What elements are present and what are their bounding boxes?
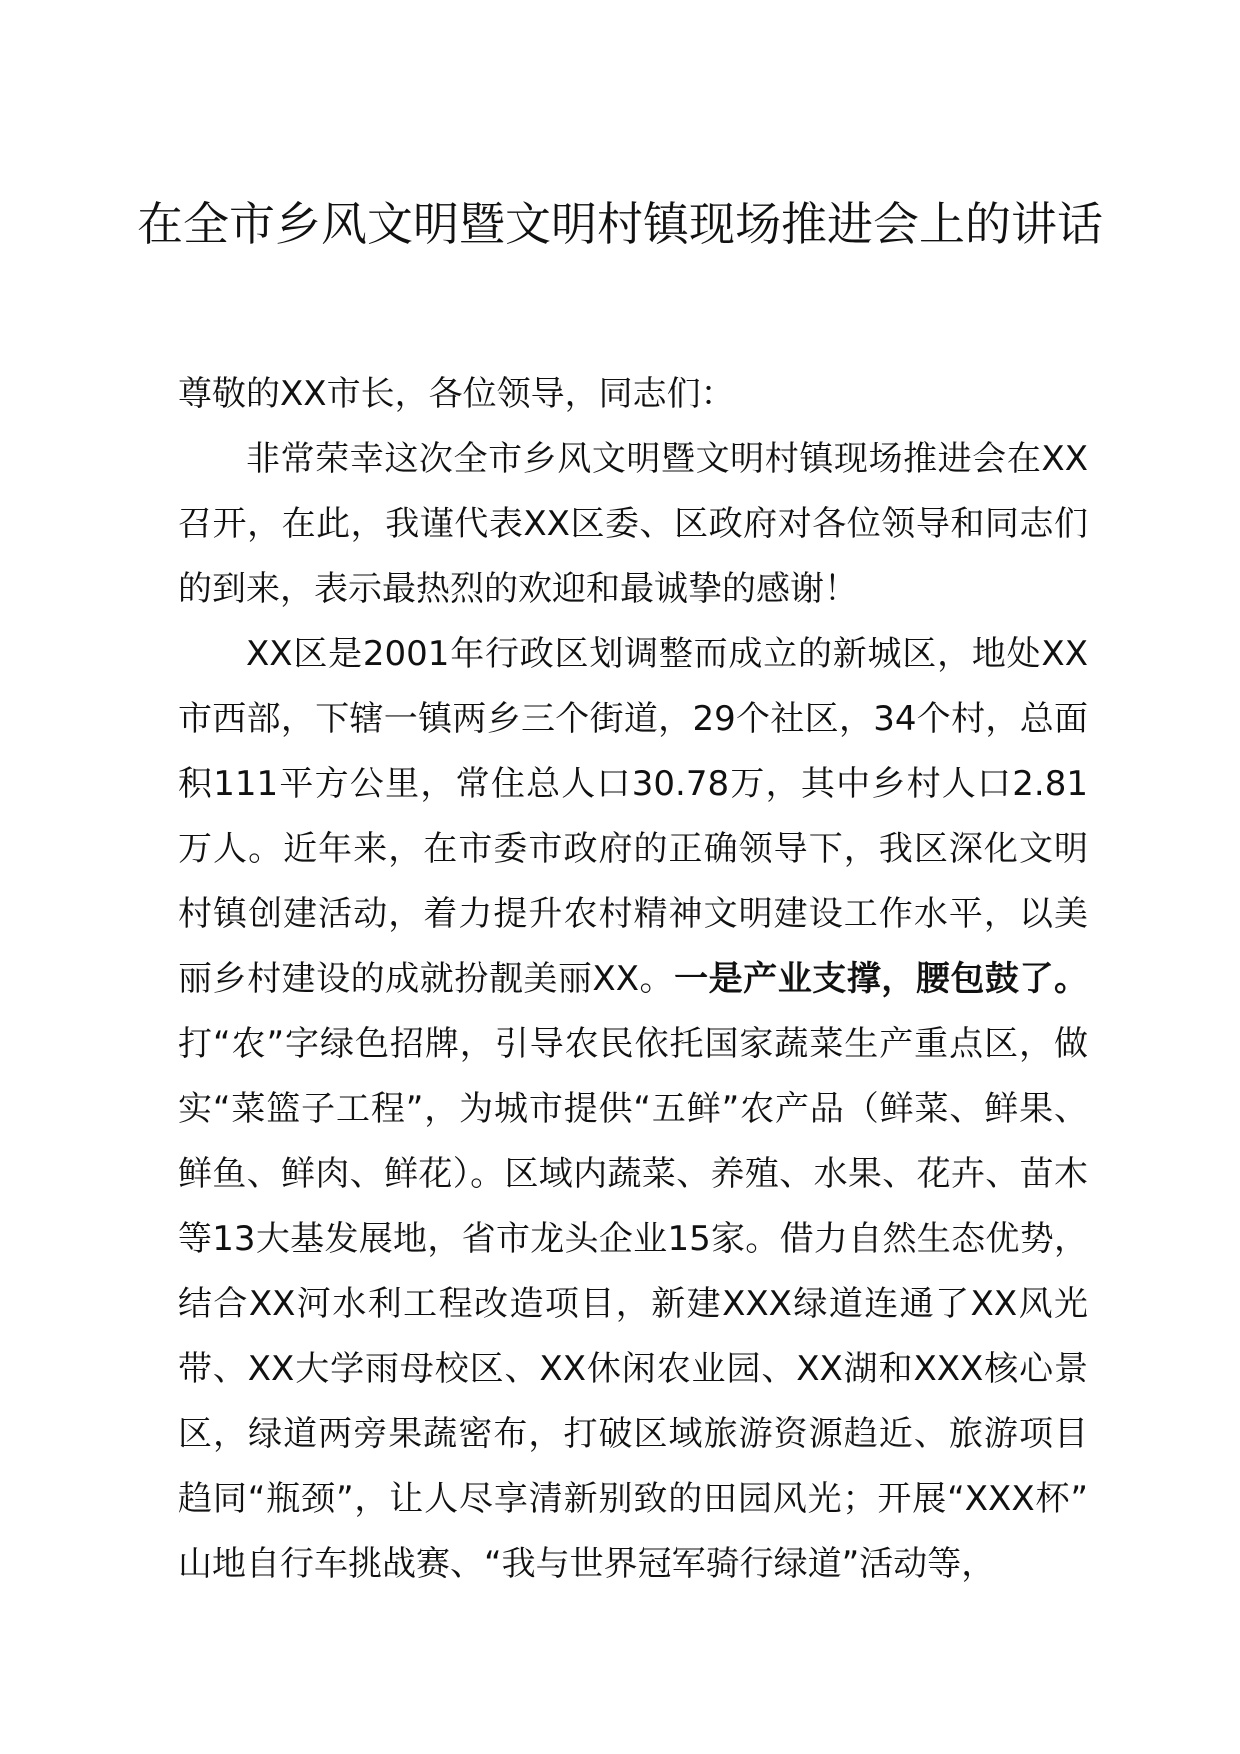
document-body xyxy=(178,362,1088,1597)
greeting-line: 尊敬的XX市长，各位领导，同志们： xyxy=(178,374,735,414)
document-title: 在全市乡风文明暨文明村镇现场推进会上的讲话 xyxy=(137,197,1103,251)
industry-support-heading: 一是产业支撑，腰包鼓了。 xyxy=(674,959,1088,999)
district-intro-text: XX区是2001年行政区划调整而成立的新城区，地处XX市西部，下辖一镇两乡三个街道，29个社区，34个村，总面积111平方公里，常住总人口30.78万，其中乡村人口2.81万人。近年来，在市委市政府的正确领导下，我区深化文明村镇创建活动，着力提升农村精神文明建设工作水平，以美丽乡村建设的成就扮靓美丽XX。 xyxy=(178,634,1088,999)
paragraph-district-overview xyxy=(178,622,1088,1597)
paragraph-welcome: 非常荣幸这次全市乡风文明暨文明村镇现场推进会在XX召开，在此，我谨代表XX区委、区政府对各位领导和同志们的到来，表示最热烈的欢迎和最诚挚的感谢！ xyxy=(178,439,1088,609)
industry-support-text: 打“农”字绿色招牌，引导农民依托国家蔬菜生产重点区，做实“菜篮子工程”，为城市提供“五鲜”农产品（鲜菜、鲜果、鲜鱼、鲜肉、鲜花）。区域内蔬菜、养殖、水果、花卉、苗木等13大基发展地，省市龙头企业15家。借力自然生态优势，结合XX河水利工程改造项目，新建XXX绿道连通了XX风光带、XX大学雨母校区、XX休闲农业园、XX湖和XXX核心景区，绿道两旁果蔬密布，打破区域旅游资源趋近、旅游项目趋同“瓶颈”，让人尽享清新别致的田园风光；开展“XXX杯”山地自行车挑战赛、“我与世界冠军骑行绿道”活动等， xyxy=(178,1024,1088,1584)
